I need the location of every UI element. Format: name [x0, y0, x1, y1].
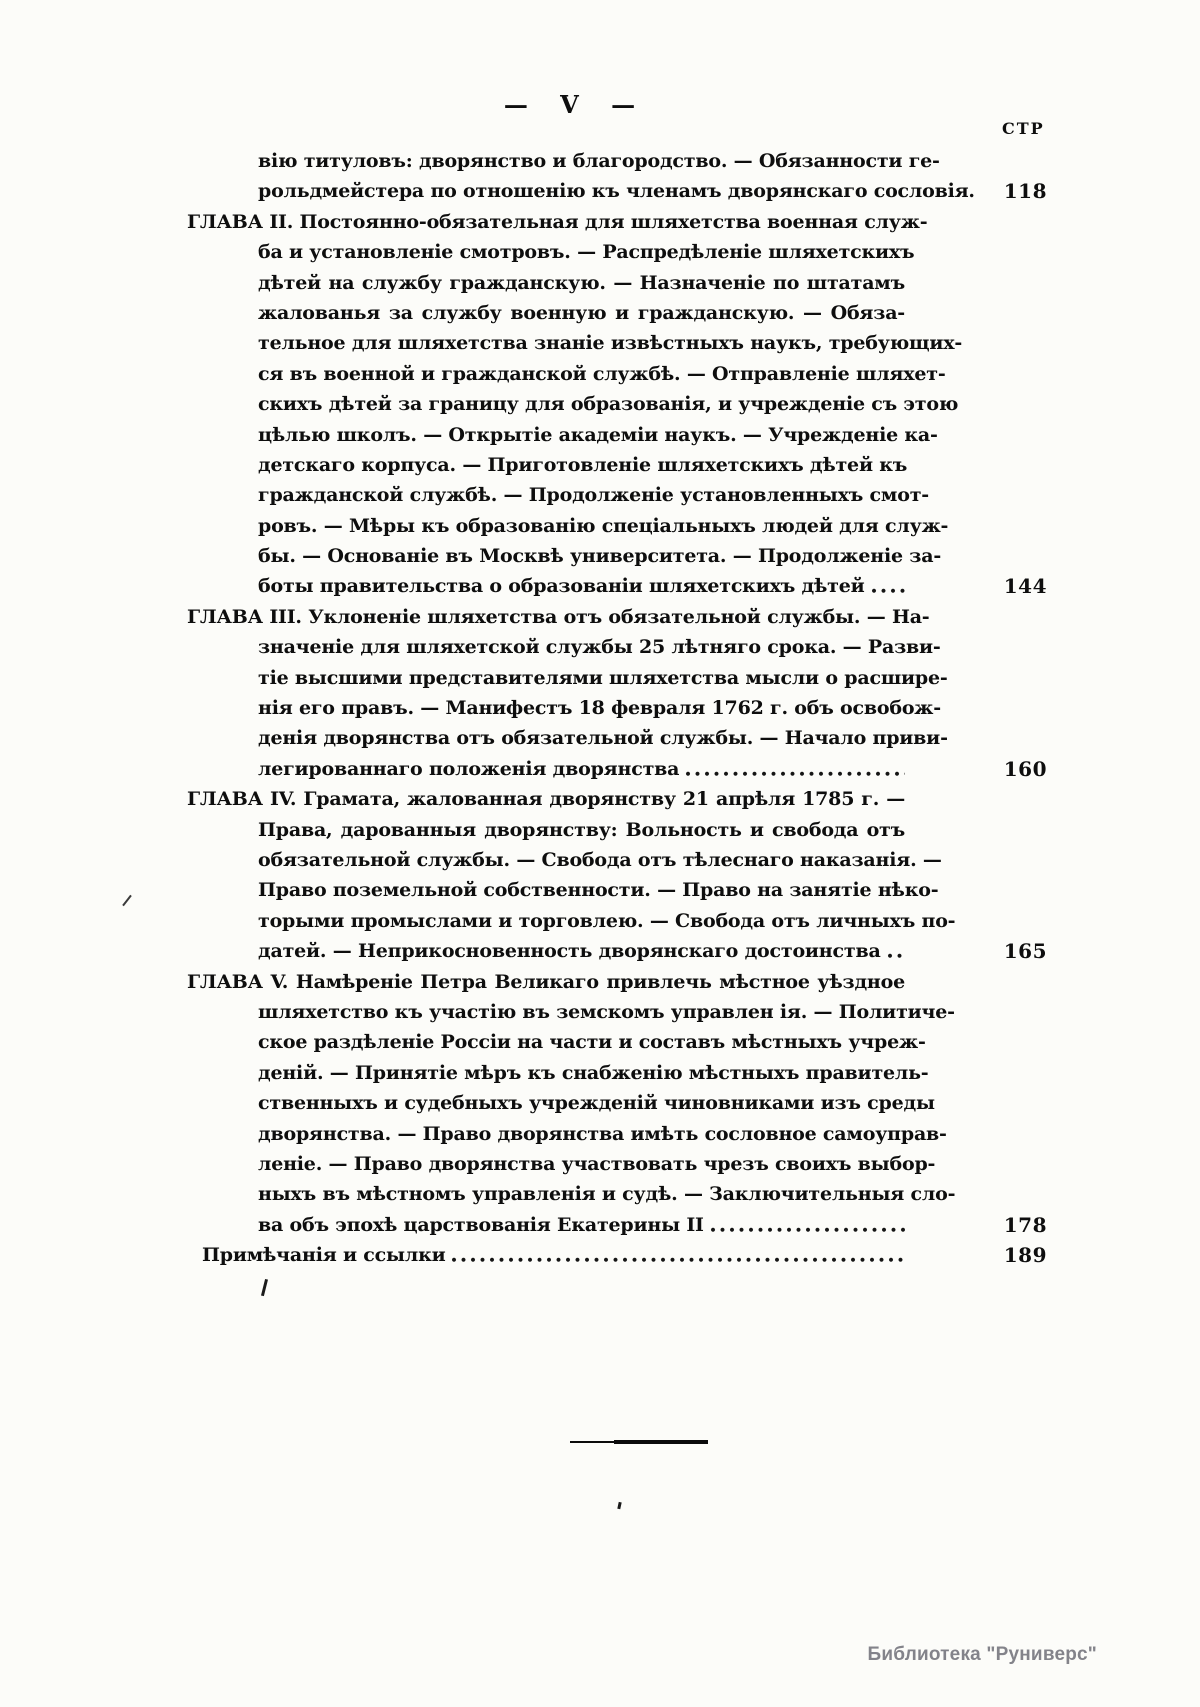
toc-line — [185, 1119, 1060, 1149]
toc-line — [185, 480, 1060, 510]
toc-line — [185, 967, 1060, 997]
toc-line-text: ныхъ въ мѣстномъ управленія и судѣ. — Заключительныя сло- — [258, 1183, 956, 1206]
toc-line — [185, 815, 1060, 845]
dot-leader — [450, 1240, 905, 1270]
toc-page-number: 144 — [1003, 574, 1047, 599]
toc-line-text: ственныхъ и судебныхъ учрежденій чиновниками изъ среды — [258, 1092, 935, 1115]
toc-line-text: леніе. — Право дворянства участвовать чрезъ своихъ выбор- — [258, 1152, 936, 1175]
toc-page-number: 165 — [1003, 939, 1047, 964]
toc-line-text: гражданской службѣ. — Продолженіе установленныхъ смот- — [258, 484, 929, 507]
toc-line — [185, 207, 1060, 237]
toc-line-text: скихъ дѣтей за границу для образованія, и учрежденіе съ этою — [258, 393, 959, 416]
toc-line — [185, 450, 1060, 480]
toc-line-text: ся въ военной и гражданской службѣ. — Отправленіе шляхет- — [258, 362, 946, 385]
toc-line — [185, 1088, 1060, 1118]
toc-line — [185, 936, 1060, 966]
toc-line — [185, 511, 1060, 541]
toc-line — [185, 176, 1060, 206]
toc-line — [185, 1058, 1060, 1088]
page-column-header: СТР — [1002, 119, 1045, 138]
dot-leader — [684, 754, 905, 784]
toc-line — [185, 845, 1060, 875]
toc-line-text — [258, 571, 905, 601]
toc-line-text: Права, дарованныя дворянству: Вольность и свобода отъ — [258, 818, 905, 841]
toc-line-text: денія дворянства отъ обязательной службы. — Начало приви- — [258, 727, 948, 750]
toc-line-text: нія его правъ. — Манифестъ 18 февраля 1762 г. объ освобож- — [258, 697, 941, 720]
toc-line — [185, 420, 1060, 450]
toc-page-number: 118 — [1003, 179, 1047, 204]
toc-page-number: 189 — [1003, 1243, 1047, 1268]
toc-line-text: значеніе для шляхетской службы 25 лѣтняго срока. — Разви- — [258, 636, 941, 659]
toc-line-text: ровъ. — Мѣры къ образованію спеціальныхъ людей для служ- — [258, 514, 949, 537]
toc-line-text: ское раздѣленіе Россіи на части и составъ мѣстныхъ учреж- — [258, 1031, 926, 1054]
toc-line — [185, 602, 1060, 632]
toc-line-text: дѣтей на службу гражданскую. — Назначеніе по штатамъ — [258, 271, 905, 294]
toc-line-text: Примѣчанія и ссылки — [202, 1244, 446, 1267]
toc-line-text: легированнаго положенія дворянства — [258, 757, 680, 780]
toc-line — [185, 997, 1060, 1027]
toc-line-text: датей. — Неприкосновенность дворянскаго достоинства — [258, 940, 881, 963]
toc-line-text — [258, 1210, 905, 1240]
toc-line-text: жалованья за службу военную и гражданскую. — Обяза- — [258, 301, 905, 324]
library-watermark: Библиотека "Руниверс" — [867, 1644, 1097, 1665]
toc-line-text: деній. — Принятіе мѣръ къ снабженію мѣстныхъ правитель- — [258, 1061, 929, 1084]
toc-line-text: шляхетство къ участію въ земскомъ управлен ія. — Политиче- — [258, 1000, 955, 1023]
toc-line-text: вію титуловъ: дворянство и благородство. — Обязанности ге- — [258, 150, 940, 172]
toc-line — [185, 298, 1060, 328]
toc-line-text: ГЛАВА IV. Грамата, жалованная дворянству 21 апрѣля 1785 г. — — [187, 788, 905, 811]
toc-line-text: рольдмейстера по отношенію къ членамъ дворянскаго сословія. — [258, 180, 975, 203]
toc-line-text: цѣлью школъ. — Открытіе академіи наукъ. — Учрежденіе ка- — [258, 423, 938, 446]
toc-line-text: бы. — Основаніе въ Москвѣ университета. — Продолженіе за- — [258, 545, 942, 568]
toc-line — [185, 389, 1060, 419]
toc-line-text: ГЛАВА II. Постоянно-обязательная для шляхетства военная служ- — [187, 210, 928, 233]
scan-slash-mark — [261, 1279, 268, 1296]
toc-line — [185, 632, 1060, 662]
toc-line-text: обязательной службы. — Свобода отъ тѣлеснаго наказанія. — — [258, 848, 942, 871]
separator-rule — [614, 1440, 708, 1444]
toc-line-text: торыми промыслами и торговлею. — Свобода отъ личныхъ по- — [258, 909, 956, 932]
toc-line-text: детскаго корпуса. — Приготовленіе шляхетскихъ дѣтей къ — [258, 453, 908, 476]
toc-line-text — [258, 754, 905, 784]
toc-line — [185, 754, 1060, 784]
toc-line-text: боты правительства о образованіи шляхетскихъ дѣтей — [258, 575, 865, 598]
toc-page-number: 178 — [1003, 1212, 1047, 1237]
toc-line — [185, 1179, 1060, 1209]
toc-line-text — [202, 1240, 905, 1270]
dot-leader — [709, 1210, 905, 1240]
toc-line — [185, 146, 1060, 176]
toc-line — [185, 693, 1060, 723]
toc-line — [185, 1240, 1060, 1270]
toc-line-text: ва объ эпохѣ царствованія Екатерины II — [258, 1213, 704, 1236]
toc-line — [185, 328, 1060, 358]
toc-line — [185, 541, 1060, 571]
toc-line — [185, 875, 1060, 905]
toc-line — [185, 571, 1060, 601]
toc-line — [185, 723, 1060, 753]
toc-line-text — [258, 936, 905, 966]
toc-line — [185, 784, 1060, 814]
dot-leader — [870, 571, 906, 601]
toc-line — [185, 268, 1060, 298]
toc-line-text: ГЛАВА III. Уклоненіе шляхетства отъ обязательной службы. — На- — [187, 605, 930, 628]
toc-line-text: Право поземельной собственности. — Право на занятіе нѣко- — [258, 879, 939, 902]
toc-line — [185, 237, 1060, 267]
toc-line — [185, 663, 1060, 693]
page-number-header: — V — — [503, 90, 637, 119]
toc-line-text: тельное для шляхетства знаніе извѣстныхъ наукъ, требующих- — [258, 332, 963, 355]
dot-leader — [886, 936, 905, 966]
toc-line-text: ба и установленіе смотровъ. — Распредѣленіе шляхетскихъ — [258, 241, 915, 264]
toc-line — [185, 359, 1060, 389]
toc-line-text: ГЛАВА V. Намѣреніе Петра Великаго привлечь мѣстное уѣздное — [187, 970, 905, 993]
table-of-contents — [185, 146, 1060, 1270]
toc-line-text: дворянства. — Право дворянства имѣть сословное самоуправ- — [258, 1122, 947, 1145]
toc-line — [185, 1027, 1060, 1057]
toc-line — [185, 1149, 1060, 1179]
scan-tick-mark — [122, 895, 132, 906]
toc-line-text: тіе высшими представителями шляхетства мысли о расшире- — [258, 666, 948, 689]
toc-page-number: 160 — [1003, 756, 1047, 781]
toc-line — [185, 906, 1060, 936]
scan-comma-mark — [617, 1502, 621, 1509]
toc-line — [185, 1210, 1060, 1240]
